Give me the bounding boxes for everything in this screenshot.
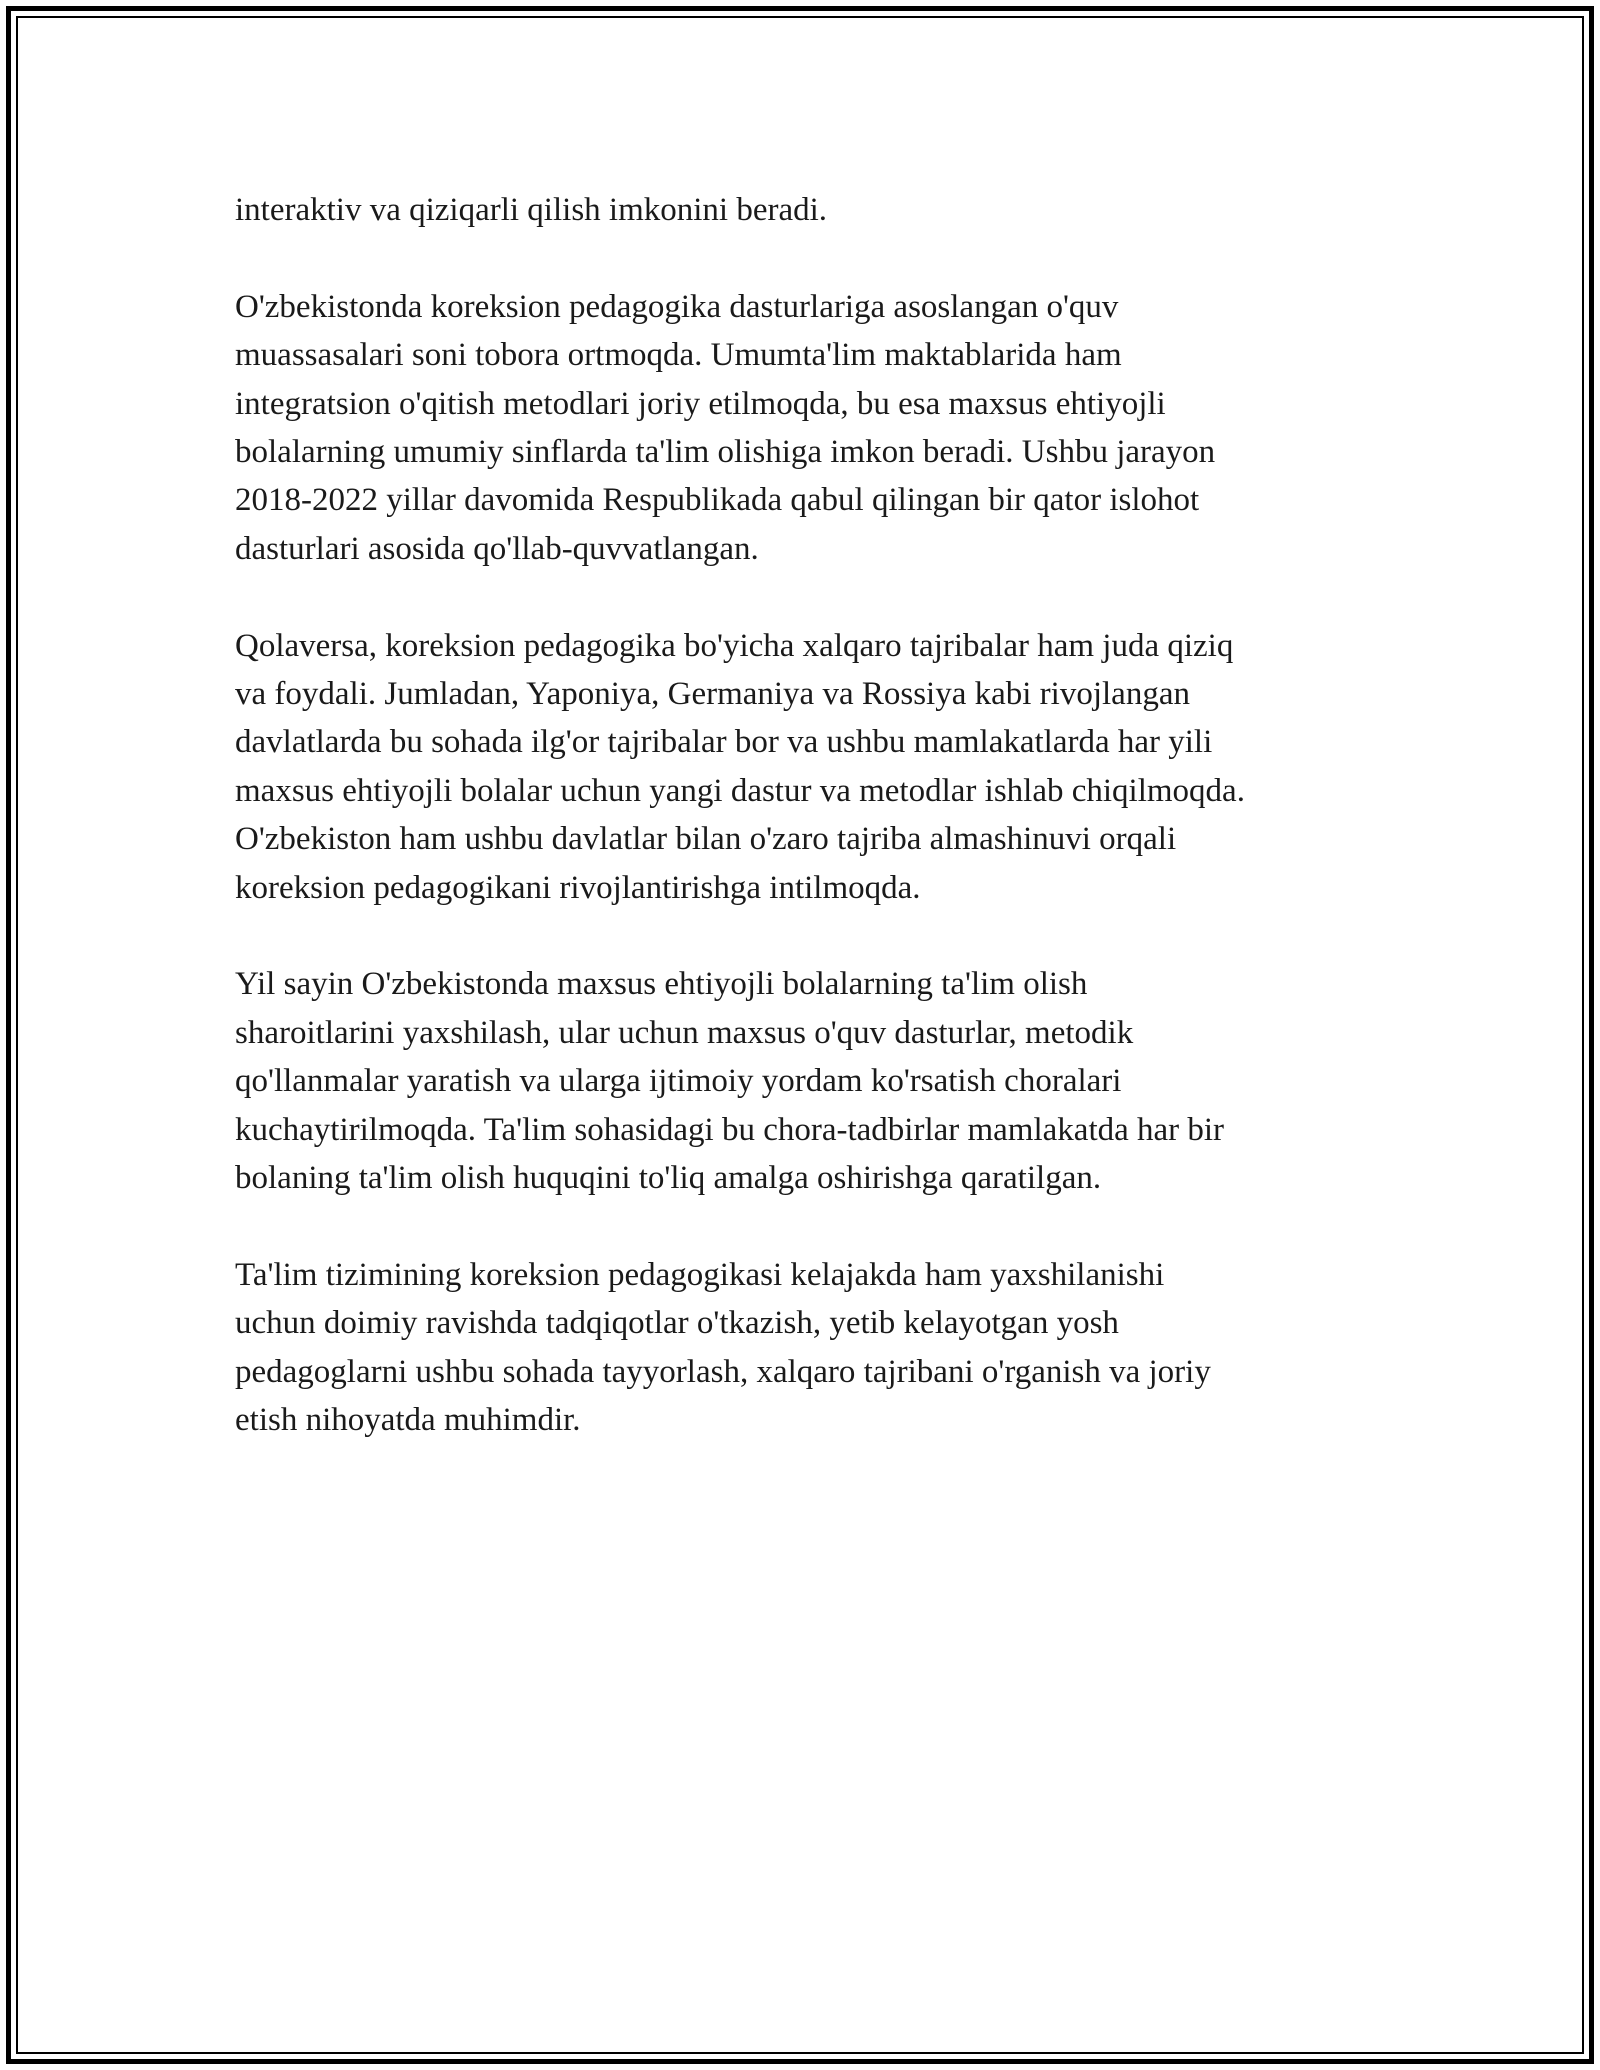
text-line: qo'llanmalar yaratish va ularga ijtimoiy yordam ko'rsatish choralari	[235, 1063, 1122, 1100]
text-line: bolaning ta'lim olish huquqini to'liq amalga oshirishga qaratilgan.	[235, 1160, 1102, 1197]
text-line: Qolaversa, koreksion pedagogika bo'yicha xalqaro tajribalar ham juda qiziq	[235, 627, 1234, 664]
text-line: Ta'lim tizimining koreksion pedagogikasi kelajakda ham yaxshilanishi	[235, 1256, 1165, 1293]
paragraph-3	[235, 622, 1365, 912]
paragraph-2	[235, 283, 1365, 573]
text-line: koreksion pedagogikani rivojlantirishga intilmoqda.	[235, 869, 921, 906]
paragraph-4	[235, 960, 1365, 1202]
text-line: va foydali. Jumladan, Yaponiya, Germaniya va Rossiya kabi rivojlangan	[235, 676, 1190, 713]
text-line: muassasalari soni tobora ortmoqda. Umumta'lim maktablarida ham	[235, 337, 1122, 374]
text-line: 2018-2022 yillar davomida Respublikada qabul qilingan bir qator islohot	[235, 482, 1200, 519]
text-line: pedagoglarni ushbu sohada tayyorlash, xalqaro tajribani o'rganish va joriy	[235, 1353, 1211, 1390]
text-line: maxsus ehtiyojli bolalar uchun yangi dastur va metodlar ishlab chiqilmoqda.	[235, 772, 1245, 809]
text-line: sharoitlarini yaxshilash, ular uchun maxsus o'quv dasturlar, metodik	[235, 1014, 1134, 1051]
text-line: bolalarning umumiy sinflarda ta'lim olishiga imkon beradi. Ushbu jarayon	[235, 434, 1216, 471]
text-line: Yil sayin O'zbekistonda maxsus ehtiyojli bolalarning ta'lim olish	[235, 966, 1088, 1003]
document-body	[235, 186, 1365, 1493]
text-line: O'zbekistonda koreksion pedagogika dasturlariga asoslangan o'quv	[235, 288, 1119, 325]
text-line: etish nihoyatda muhimdir.	[235, 1402, 581, 1439]
text-line: integratsion o'qitish metodlari joriy etilmoqda, bu esa maxsus ehtiyojli	[235, 385, 1166, 422]
text-line: uchun doimiy ravishda tadqiqotlar o'tkazish, yetib kelayotgan yosh	[235, 1305, 1119, 1342]
text-line: dasturlari asosida qo'llab-quvvatlangan.	[235, 530, 759, 567]
paragraph-1	[235, 186, 1365, 234]
paragraph-5	[235, 1251, 1365, 1445]
text-line: interaktiv va qiziqarli qilish imkonini beradi.	[235, 192, 828, 228]
text-line: kuchaytirilmoqda. Ta'lim sohasidagi bu chora-tadbirlar mamlakatda har bir	[235, 1111, 1225, 1148]
text-line: O'zbekiston ham ushbu davlatlar bilan o'zaro tajriba almashinuvi orqali	[235, 821, 1177, 858]
text-line: davlatlarda bu sohada ilg'or tajribalar bor va ushbu mamlakatlarda har yili	[235, 724, 1213, 761]
